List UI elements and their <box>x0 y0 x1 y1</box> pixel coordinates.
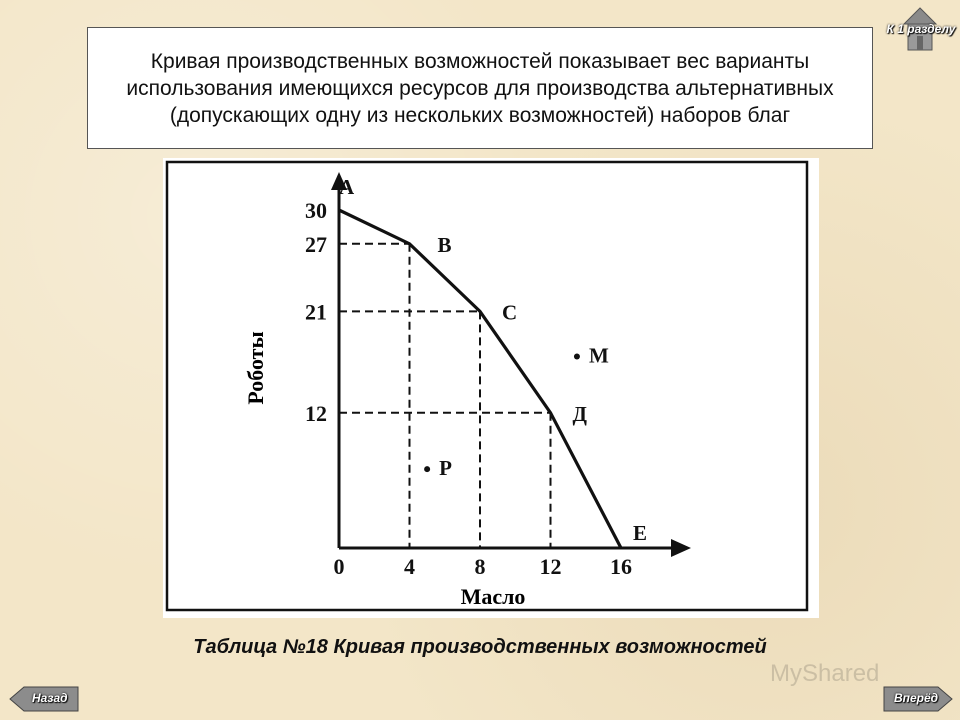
chart-caption: Таблица №18 Кривая производственных возможностей <box>193 636 767 658</box>
y-tick-label: 30 <box>305 198 327 223</box>
forward-button[interactable] <box>882 686 954 712</box>
watermark: MyShared <box>770 660 880 687</box>
y-axis-label: Роботы <box>243 331 268 405</box>
point-label: Р <box>439 456 452 481</box>
x-tick-label: 12 <box>539 554 562 579</box>
curve-point-label: С <box>502 300 518 325</box>
point-label: М <box>588 343 609 368</box>
curve-point-label: А <box>339 175 355 199</box>
x-tick-label: 16 <box>610 554 632 579</box>
home-button[interactable] <box>882 6 958 52</box>
y-tick-label: 27 <box>305 231 327 257</box>
x-tick-label: 4 <box>404 554 415 579</box>
point-marker <box>574 353 580 359</box>
back-label: Назад <box>32 691 68 705</box>
x-tick-label: 8 <box>474 554 486 579</box>
x-tick-label: 0 <box>333 554 345 579</box>
curve-point-label: В <box>437 232 452 257</box>
curve-point-label: Е <box>633 521 648 545</box>
definition-text: Кривая производственных возможностей показывает вес варианты использования имеющихся ресурсов для производства альтернативных (допускающих одну из нескольких возможностей) наборов благ <box>126 49 834 127</box>
point-marker <box>424 466 430 472</box>
home-label: К 1 разделу <box>886 22 956 36</box>
curve-point-label: Д <box>572 401 587 426</box>
ppf-chart <box>163 158 819 618</box>
y-tick-label: 21 <box>305 299 327 325</box>
x-axis-arrow <box>671 539 691 557</box>
chart-frame <box>163 158 819 618</box>
forward-label: Вперёд <box>894 691 939 705</box>
y-tick-label: 12 <box>305 400 327 426</box>
back-button[interactable] <box>8 686 80 712</box>
x-axis-label: Масло <box>460 584 526 609</box>
definition-box <box>87 27 873 149</box>
